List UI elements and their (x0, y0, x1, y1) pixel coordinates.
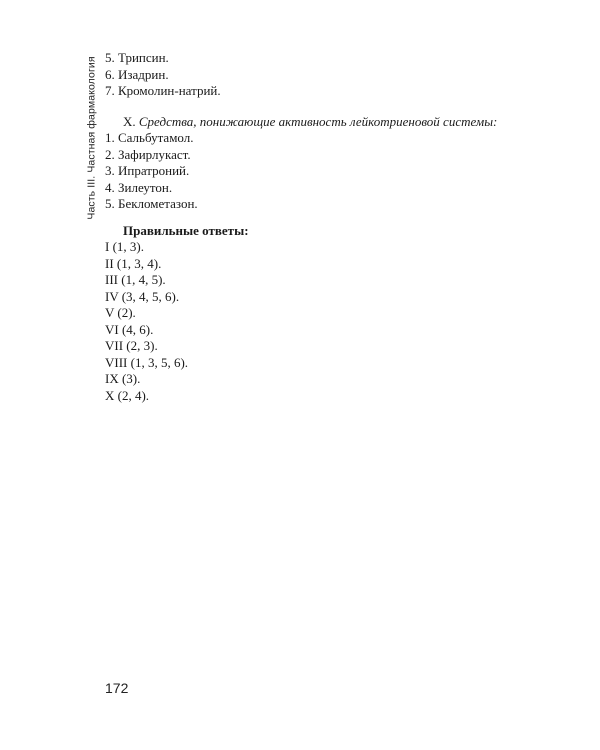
answer-item: II (1, 3, 4). (105, 255, 162, 271)
answer-item: III (1, 4, 5). (105, 272, 166, 287)
page-number: 172 (105, 680, 129, 696)
answer-item: I (1, 3). (105, 239, 144, 254)
answers-title: Правильные ответы: (123, 222, 249, 238)
list-item: 1. Сальбутамол. (105, 130, 194, 145)
list-item: 5. Трипсин. (105, 50, 169, 65)
list-item: 5. Беклометазон. (105, 196, 198, 211)
answer-item: V (2). (105, 305, 136, 320)
list-item: 2. Зафирлукаст. (105, 146, 191, 162)
section-x-heading (105, 114, 525, 131)
section-x-heading-text: Средства, понижающие активность лейкотриеновой системы: (138, 113, 498, 129)
running-header-text: Часть III. Частная фармакология (86, 56, 98, 220)
list-item: 6. Изадрин. (105, 66, 169, 82)
page-content (105, 50, 525, 404)
list-item: 4. Зилеутон. (105, 179, 173, 195)
list-item: 7. Кромолин-натрий. (105, 83, 221, 98)
section-x (105, 114, 525, 213)
list-continued (105, 50, 525, 100)
answer-item: VI (4, 6). (105, 321, 154, 337)
answer-item: X (2, 4). (105, 387, 150, 403)
answers-section (105, 223, 525, 405)
answer-item: VIII (1, 3, 5, 6). (105, 354, 189, 370)
answer-item: VII (2, 3). (105, 338, 158, 353)
section-x-number: X. (123, 113, 136, 129)
answer-item: IV (3, 4, 5, 6). (105, 288, 180, 304)
running-header (82, 48, 102, 228)
list-item: 3. Ипратроний. (105, 163, 190, 178)
answer-item: IX (3). (105, 371, 141, 386)
